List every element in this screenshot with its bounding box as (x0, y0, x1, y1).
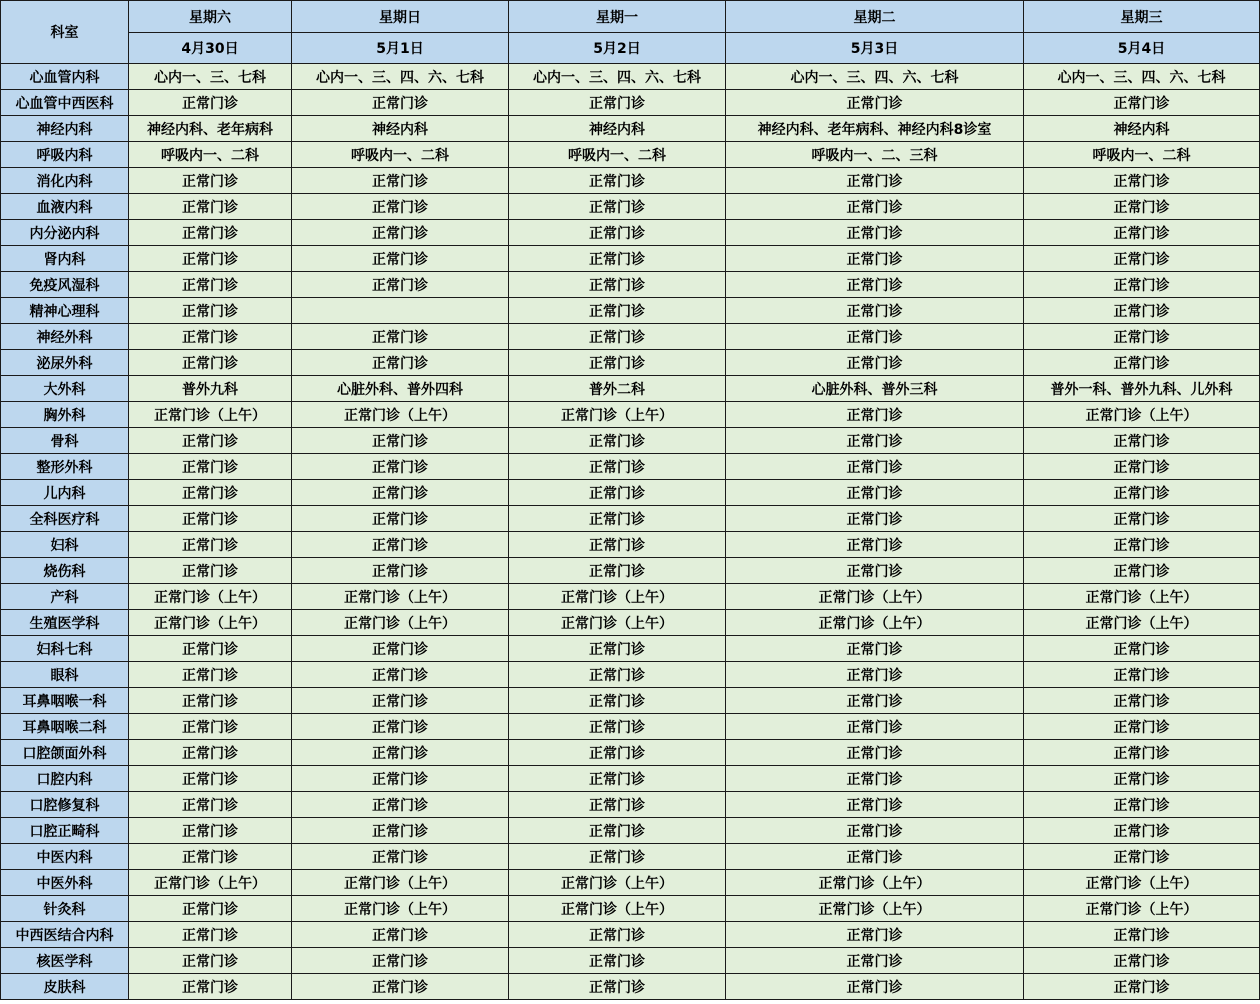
schedule-cell: 正常门诊 (292, 246, 509, 272)
schedule-cell: 正常门诊（上午） (292, 402, 509, 428)
schedule-cell: 正常门诊 (726, 740, 1024, 766)
table-row (1, 974, 1260, 1000)
schedule-cell: 正常门诊 (129, 298, 292, 324)
dept-name-cell: 呼吸内科 (1, 142, 129, 168)
table-row (1, 818, 1260, 844)
schedule-cell: 正常门诊 (509, 662, 726, 688)
schedule-cell: 正常门诊 (1024, 272, 1260, 298)
schedule-cell: 正常门诊 (726, 298, 1024, 324)
date-header: 4月30日 (129, 33, 292, 64)
table-row (1, 64, 1260, 90)
dept-name-cell: 胸外科 (1, 402, 129, 428)
weekday-header: 星期二 (726, 1, 1024, 33)
schedule-cell: 正常门诊（上午） (509, 584, 726, 610)
dept-name-cell: 耳鼻咽喉二科 (1, 714, 129, 740)
schedule-cell: 正常门诊 (292, 740, 509, 766)
table-row (1, 142, 1260, 168)
schedule-cell: 正常门诊 (129, 324, 292, 350)
schedule-cell: 正常门诊 (1024, 558, 1260, 584)
schedule-cell: 正常门诊 (1024, 636, 1260, 662)
schedule-cell: 正常门诊 (509, 194, 726, 220)
table-row (1, 116, 1260, 142)
dept-name-cell: 眼科 (1, 662, 129, 688)
schedule-cell: 正常门诊 (1024, 740, 1260, 766)
schedule-cell: 正常门诊 (129, 90, 292, 116)
schedule-cell: 正常门诊 (129, 220, 292, 246)
schedule-cell: 正常门诊 (292, 636, 509, 662)
schedule-cell: 正常门诊 (292, 948, 509, 974)
schedule-cell: 正常门诊 (292, 844, 509, 870)
dept-name-cell: 泌尿外科 (1, 350, 129, 376)
schedule-cell: 正常门诊 (726, 922, 1024, 948)
table-row (1, 714, 1260, 740)
table-row (1, 740, 1260, 766)
schedule-cell: 正常门诊（上午） (726, 584, 1024, 610)
schedule-cell: 正常门诊 (129, 506, 292, 532)
schedule-cell: 正常门诊 (1024, 480, 1260, 506)
dept-name-cell: 心血管中西医科 (1, 90, 129, 116)
schedule-cell: 普外一科、普外九科、儿外科 (1024, 376, 1260, 402)
schedule-cell: 正常门诊 (509, 350, 726, 376)
dept-name-cell: 口腔颌面外科 (1, 740, 129, 766)
dept-name-cell: 中西医结合内科 (1, 922, 129, 948)
schedule-cell: 普外二科 (509, 376, 726, 402)
schedule-cell: 正常门诊 (726, 636, 1024, 662)
schedule-cell: 正常门诊 (509, 766, 726, 792)
dept-name-cell: 神经内科 (1, 116, 129, 142)
schedule-cell: 正常门诊 (726, 558, 1024, 584)
table-row (1, 948, 1260, 974)
dept-name-cell: 产科 (1, 584, 129, 610)
dept-name-cell: 中医外科 (1, 870, 129, 896)
schedule-cell: 正常门诊 (509, 688, 726, 714)
schedule-cell: 正常门诊 (129, 168, 292, 194)
schedule-cell: 正常门诊 (509, 714, 726, 740)
schedule-cell: 正常门诊 (129, 714, 292, 740)
schedule-cell: 正常门诊 (1024, 974, 1260, 1000)
schedule-cell: 正常门诊（上午） (1024, 896, 1260, 922)
dept-name-cell: 中医内科 (1, 844, 129, 870)
schedule-cell: 正常门诊 (509, 298, 726, 324)
date-header: 5月1日 (292, 33, 509, 64)
table-row (1, 454, 1260, 480)
schedule-cell: 正常门诊 (129, 818, 292, 844)
dept-name-cell: 免疫风湿科 (1, 272, 129, 298)
schedule-cell: 正常门诊 (129, 272, 292, 298)
dept-name-cell: 口腔正畸科 (1, 818, 129, 844)
weekday-header: 星期日 (292, 1, 509, 33)
schedule-cell: 正常门诊 (129, 454, 292, 480)
schedule-cell: 正常门诊 (1024, 766, 1260, 792)
schedule-cell: 正常门诊 (129, 896, 292, 922)
schedule-cell: 正常门诊（上午） (726, 896, 1024, 922)
schedule-cell: 正常门诊 (509, 90, 726, 116)
schedule-cell: 普外九科 (129, 376, 292, 402)
schedule-cell: 正常门诊 (726, 324, 1024, 350)
table-row (1, 662, 1260, 688)
table-row (1, 324, 1260, 350)
schedule-cell: 正常门诊 (292, 324, 509, 350)
schedule-cell: 正常门诊 (509, 454, 726, 480)
schedule-cell: 正常门诊 (292, 480, 509, 506)
dept-name-cell: 核医学科 (1, 948, 129, 974)
schedule-cell: 正常门诊 (129, 558, 292, 584)
table-body (1, 64, 1260, 1000)
schedule-cell: 正常门诊 (509, 428, 726, 454)
schedule-cell: 正常门诊 (726, 506, 1024, 532)
weekday-row (1, 1, 1260, 33)
schedule-cell: 正常门诊 (1024, 922, 1260, 948)
schedule-cell: 正常门诊 (129, 974, 292, 1000)
schedule-cell: 正常门诊 (726, 818, 1024, 844)
schedule-cell: 正常门诊 (726, 90, 1024, 116)
schedule-cell: 正常门诊 (1024, 428, 1260, 454)
schedule-cell: 正常门诊 (129, 246, 292, 272)
schedule-cell: 正常门诊 (292, 350, 509, 376)
weekday-header: 星期六 (129, 1, 292, 33)
schedule-cell: 正常门诊 (129, 740, 292, 766)
schedule-cell: 正常门诊（上午） (1024, 870, 1260, 896)
schedule-cell: 正常门诊 (726, 246, 1024, 272)
schedule-cell: 正常门诊 (1024, 298, 1260, 324)
table-row (1, 350, 1260, 376)
table-row (1, 792, 1260, 818)
schedule-cell: 呼吸内一、二、三科 (726, 142, 1024, 168)
schedule-cell: 正常门诊 (726, 402, 1024, 428)
dept-name-cell: 消化内科 (1, 168, 129, 194)
schedule-cell: 正常门诊 (1024, 246, 1260, 272)
schedule-cell: 正常门诊 (726, 532, 1024, 558)
schedule-cell: 正常门诊（上午） (726, 870, 1024, 896)
schedule-cell: 呼吸内一、二科 (129, 142, 292, 168)
schedule-cell: 正常门诊 (509, 922, 726, 948)
dept-name-cell: 血液内科 (1, 194, 129, 220)
schedule-cell: 正常门诊 (292, 818, 509, 844)
schedule-cell: 正常门诊 (292, 922, 509, 948)
schedule-cell: 心内一、三、七科 (129, 64, 292, 90)
schedule-cell: 正常门诊 (129, 428, 292, 454)
schedule-cell: 正常门诊 (129, 636, 292, 662)
dept-name-cell: 耳鼻咽喉一科 (1, 688, 129, 714)
schedule-cell: 正常门诊 (509, 506, 726, 532)
table-row (1, 532, 1260, 558)
table-row (1, 194, 1260, 220)
schedule-cell: 正常门诊 (1024, 324, 1260, 350)
table-row (1, 402, 1260, 428)
schedule-cell: 神经内科、老年病科、神经内科8诊室 (726, 116, 1024, 142)
schedule-cell: 正常门诊 (1024, 454, 1260, 480)
table-row (1, 246, 1260, 272)
schedule-cell: 正常门诊 (129, 480, 292, 506)
schedule-cell: 正常门诊（上午） (726, 610, 1024, 636)
schedule-cell: 正常门诊 (292, 168, 509, 194)
table-row (1, 636, 1260, 662)
schedule-cell: 正常门诊 (292, 688, 509, 714)
date-row (1, 33, 1260, 64)
schedule-cell: 正常门诊 (1024, 844, 1260, 870)
schedule-cell: 正常门诊（上午） (509, 402, 726, 428)
schedule-cell: 正常门诊 (129, 766, 292, 792)
schedule-cell: 正常门诊 (292, 558, 509, 584)
dept-name-cell: 大外科 (1, 376, 129, 402)
date-header: 5月4日 (1024, 33, 1260, 64)
dept-column-header: 科室 (1, 1, 129, 64)
table-row (1, 688, 1260, 714)
dept-name-cell: 烧伤科 (1, 558, 129, 584)
table-row (1, 272, 1260, 298)
table-row (1, 922, 1260, 948)
schedule-cell: 正常门诊 (509, 974, 726, 1000)
schedule-cell: 正常门诊 (129, 662, 292, 688)
table-row (1, 90, 1260, 116)
schedule-cell: 正常门诊 (292, 506, 509, 532)
schedule-cell: 正常门诊（上午） (509, 610, 726, 636)
date-header: 5月2日 (509, 33, 726, 64)
schedule-cell: 正常门诊 (726, 480, 1024, 506)
schedule-cell: 正常门诊（上午） (509, 870, 726, 896)
dept-name-cell: 口腔修复科 (1, 792, 129, 818)
schedule-cell: 正常门诊 (509, 792, 726, 818)
schedule-cell: 正常门诊 (509, 220, 726, 246)
schedule-cell: 正常门诊（上午） (129, 584, 292, 610)
schedule-cell: 正常门诊 (726, 194, 1024, 220)
date-header: 5月3日 (726, 33, 1024, 64)
schedule-cell: 正常门诊 (292, 766, 509, 792)
schedule-cell: 正常门诊（上午） (292, 896, 509, 922)
schedule-cell: 正常门诊 (1024, 506, 1260, 532)
table-row (1, 168, 1260, 194)
schedule-cell: 正常门诊 (129, 350, 292, 376)
schedule-cell: 正常门诊（上午） (292, 610, 509, 636)
schedule-cell: 正常门诊 (292, 454, 509, 480)
schedule-cell: 正常门诊 (292, 974, 509, 1000)
table-row (1, 428, 1260, 454)
table-row (1, 506, 1260, 532)
schedule-cell: 正常门诊 (1024, 688, 1260, 714)
schedule-cell: 正常门诊 (129, 532, 292, 558)
schedule-cell: 正常门诊 (292, 428, 509, 454)
table-row (1, 220, 1260, 246)
schedule-cell: 神经内科 (292, 116, 509, 142)
schedule-cell: 正常门诊 (509, 246, 726, 272)
schedule-cell: 神经内科 (1024, 116, 1260, 142)
schedule-cell: 正常门诊 (726, 662, 1024, 688)
schedule-cell: 正常门诊 (509, 168, 726, 194)
schedule-cell: 心内一、三、四、六、七科 (509, 64, 726, 90)
dept-name-cell: 针灸科 (1, 896, 129, 922)
dept-name-cell: 口腔内科 (1, 766, 129, 792)
schedule-cell: 正常门诊（上午） (292, 584, 509, 610)
schedule-cell: 正常门诊 (509, 636, 726, 662)
schedule-cell: 正常门诊 (726, 428, 1024, 454)
schedule-cell: 心脏外科、普外三科 (726, 376, 1024, 402)
table-row (1, 870, 1260, 896)
schedule-cell: 正常门诊 (1024, 662, 1260, 688)
schedule-cell: 心内一、三、四、六、七科 (1024, 64, 1260, 90)
schedule-cell: 正常门诊 (292, 792, 509, 818)
schedule-cell: 正常门诊 (1024, 818, 1260, 844)
schedule-cell: 正常门诊 (129, 792, 292, 818)
dept-name-cell: 精神心理科 (1, 298, 129, 324)
dept-name-cell: 全科医疗科 (1, 506, 129, 532)
schedule-cell: 心内一、三、四、六、七科 (726, 64, 1024, 90)
schedule-cell: 正常门诊（上午） (1024, 610, 1260, 636)
schedule-cell: 正常门诊 (1024, 220, 1260, 246)
dept-name-cell: 骨科 (1, 428, 129, 454)
schedule-cell: 正常门诊 (509, 272, 726, 298)
schedule-cell: 呼吸内一、二科 (292, 142, 509, 168)
schedule-cell: 正常门诊 (1024, 194, 1260, 220)
dept-name-cell: 心血管内科 (1, 64, 129, 90)
schedule-cell: 正常门诊（上午） (1024, 584, 1260, 610)
dept-name-cell: 生殖医学科 (1, 610, 129, 636)
schedule-cell: 正常门诊 (1024, 532, 1260, 558)
dept-name-cell: 儿内科 (1, 480, 129, 506)
table-row (1, 558, 1260, 584)
schedule-cell: 正常门诊 (726, 688, 1024, 714)
schedule-cell: 正常门诊（上午） (129, 610, 292, 636)
schedule-cell: 呼吸内一、二科 (1024, 142, 1260, 168)
schedule-cell: 正常门诊（上午） (1024, 402, 1260, 428)
table-row (1, 610, 1260, 636)
schedule-cell: 正常门诊 (129, 948, 292, 974)
schedule-cell: 正常门诊 (1024, 948, 1260, 974)
dept-name-cell: 内分泌内科 (1, 220, 129, 246)
table-row (1, 376, 1260, 402)
table-row (1, 584, 1260, 610)
schedule-cell: 呼吸内一、二科 (509, 142, 726, 168)
schedule-cell: 正常门诊 (726, 272, 1024, 298)
weekday-header: 星期一 (509, 1, 726, 33)
schedule-cell: 正常门诊 (509, 844, 726, 870)
dept-name-cell: 肾内科 (1, 246, 129, 272)
schedule-cell: 正常门诊 (509, 532, 726, 558)
schedule-cell: 正常门诊 (509, 740, 726, 766)
schedule-cell: 正常门诊 (1024, 792, 1260, 818)
schedule-cell: 正常门诊 (292, 662, 509, 688)
schedule-cell: 神经内科、老年病科 (129, 116, 292, 142)
schedule-cell: 心内一、三、四、六、七科 (292, 64, 509, 90)
schedule-cell: 正常门诊 (509, 324, 726, 350)
table-row (1, 298, 1260, 324)
schedule-cell: 正常门诊 (1024, 90, 1260, 116)
schedule-cell: 正常门诊 (726, 220, 1024, 246)
dept-name-cell: 妇科 (1, 532, 129, 558)
schedule-cell: 正常门诊 (292, 714, 509, 740)
schedule-cell: 神经内科 (509, 116, 726, 142)
schedule-cell: 正常门诊（上午） (509, 896, 726, 922)
schedule-cell: 正常门诊 (726, 844, 1024, 870)
schedule-cell: 正常门诊 (1024, 714, 1260, 740)
schedule-cell: 正常门诊 (726, 792, 1024, 818)
schedule-cell: 正常门诊 (1024, 168, 1260, 194)
schedule-cell: 正常门诊 (726, 454, 1024, 480)
dept-name-cell: 神经外科 (1, 324, 129, 350)
schedule-cell: 正常门诊 (726, 766, 1024, 792)
schedule-cell: 正常门诊（上午） (129, 870, 292, 896)
schedule-cell: 正常门诊 (1024, 350, 1260, 376)
schedule-cell: 正常门诊 (292, 194, 509, 220)
schedule-cell: 正常门诊 (292, 272, 509, 298)
schedule-cell: 正常门诊 (726, 948, 1024, 974)
schedule-cell: 正常门诊 (292, 220, 509, 246)
schedule-cell: 心脏外科、普外四科 (292, 376, 509, 402)
table-row (1, 766, 1260, 792)
schedule-cell: 正常门诊 (129, 688, 292, 714)
table-header (1, 1, 1260, 64)
table-row (1, 844, 1260, 870)
schedule-cell: 正常门诊 (509, 558, 726, 584)
schedule-cell: 正常门诊 (129, 844, 292, 870)
table-row (1, 480, 1260, 506)
schedule-cell: 正常门诊 (509, 948, 726, 974)
schedule-cell: 正常门诊 (129, 194, 292, 220)
schedule-cell: 正常门诊 (726, 168, 1024, 194)
schedule-cell: 正常门诊 (292, 532, 509, 558)
schedule-cell: 正常门诊 (726, 974, 1024, 1000)
dept-name-cell: 整形外科 (1, 454, 129, 480)
weekday-header: 星期三 (1024, 1, 1260, 33)
schedule-cell: 正常门诊 (292, 90, 509, 116)
schedule-cell (292, 298, 509, 324)
schedule-cell: 正常门诊 (509, 818, 726, 844)
schedule-cell: 正常门诊 (129, 922, 292, 948)
dept-name-cell: 皮肤科 (1, 974, 129, 1000)
dept-name-cell: 妇科七科 (1, 636, 129, 662)
table-row (1, 896, 1260, 922)
schedule-cell: 正常门诊（上午） (292, 870, 509, 896)
schedule-cell: 正常门诊 (726, 714, 1024, 740)
schedule-cell: 正常门诊（上午） (129, 402, 292, 428)
schedule-cell: 正常门诊 (509, 480, 726, 506)
schedule-cell: 正常门诊 (726, 350, 1024, 376)
